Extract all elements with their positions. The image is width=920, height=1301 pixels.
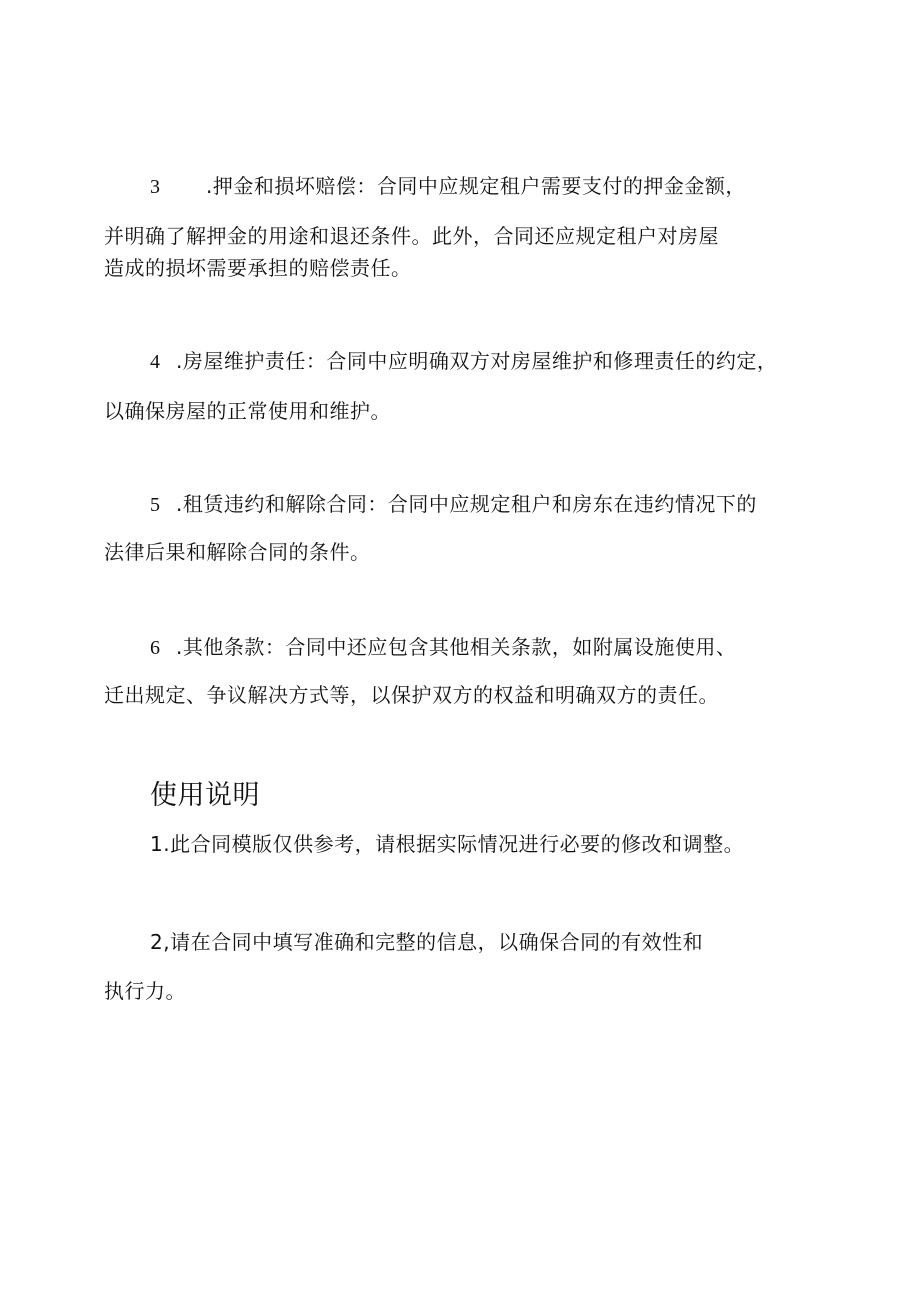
section-number: 5 xyxy=(150,494,161,516)
section-4-line-2: 以确保房屋的正常使用和维护。 xyxy=(104,399,391,423)
section-text: .房屋维护责任：合同中应明确双方对房屋维护和修理责任的约定， xyxy=(176,349,778,373)
section-number: 4 xyxy=(150,351,161,373)
instruction-item-2-line-1: 2,请在合同中填写准确和完整的信息，以确保合同的有效性和 xyxy=(150,930,704,954)
instruction-item-1: 1.此合同模版仅供参考，请根据实际情况进行必要的修改和调整。 xyxy=(150,832,745,856)
section-number: 6 xyxy=(150,637,161,659)
instruction-item-2-line-2: 执行力。 xyxy=(104,979,186,1003)
instructions-title: 使用说明 xyxy=(150,780,260,811)
section-3-line-3: 造成的损坏需要承担的赔偿责任。 xyxy=(104,256,412,280)
section-number: 3 xyxy=(150,176,161,198)
section-5-line-1 xyxy=(150,490,757,519)
section-3-line-1 xyxy=(150,172,746,201)
section-5-line-2: 法律后果和解除合同的条件。 xyxy=(104,540,371,564)
section-6-line-2: 迁出规定、争议解决方式等，以保护双方的权益和明确双方的责任。 xyxy=(104,683,719,707)
section-3-line-2: 并明确了解押金的用途和退还条件。此外，合同还应规定租户对房屋 xyxy=(104,224,719,248)
section-4-line-1 xyxy=(150,347,777,376)
section-text: .押金和损坏赔偿：合同中应规定租户需要支付的押金金额， xyxy=(206,174,746,198)
section-6-line-1 xyxy=(150,633,736,662)
section-text: .其他条款：合同中还应包含其他相关条款，如附属设施使用、 xyxy=(176,635,737,659)
section-text: .租赁违约和解除合同：合同中应规定租户和房东在违约情况下的 xyxy=(176,492,757,516)
